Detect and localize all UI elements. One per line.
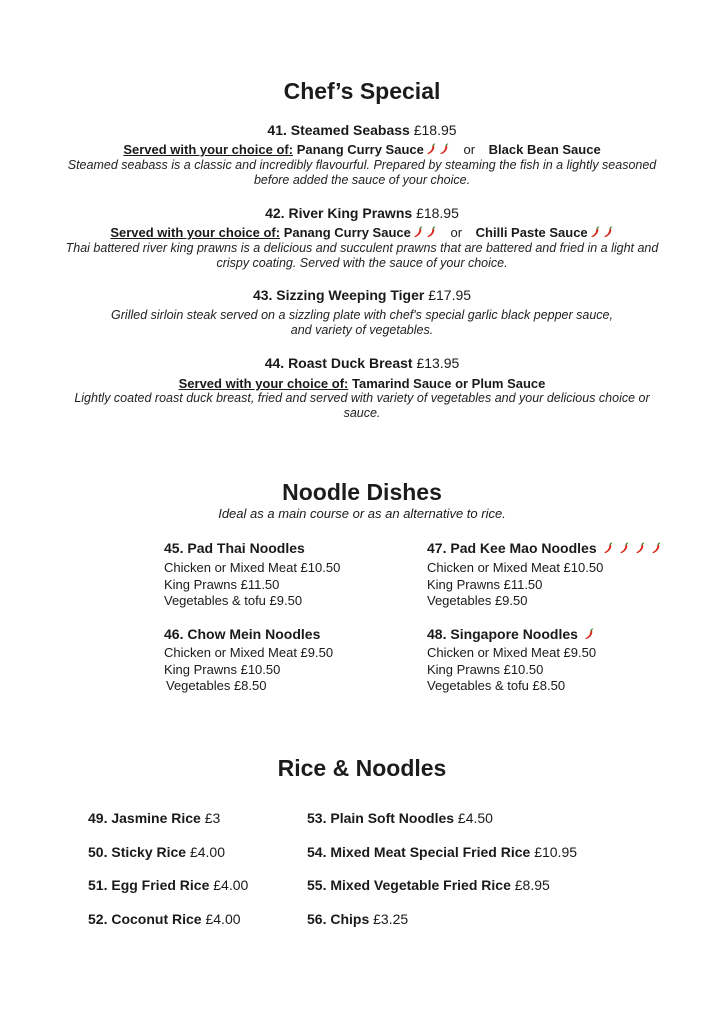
chilli-group xyxy=(424,142,450,157)
description-line: Steamed seabass is a classic and incredibly flavourful. Prepared by steaming the fish in a lightly seasoned xyxy=(67,158,657,172)
chilli-group xyxy=(582,626,595,642)
item-name: 54. Mixed Meat Special Fried Rice xyxy=(307,844,531,860)
price-line: Vegetables & tofu £9.50 xyxy=(164,593,303,608)
item-description xyxy=(0,158,724,188)
item-description xyxy=(0,308,724,338)
chilli-pepper-icon xyxy=(413,226,424,238)
chilli-pepper-icon xyxy=(426,143,437,155)
noodle-item-46 xyxy=(164,626,394,695)
item-price: £4.00 xyxy=(205,911,241,927)
chilli-pepper-icon xyxy=(603,541,614,553)
chilli-group xyxy=(601,540,662,556)
menu-item-43 xyxy=(0,287,724,303)
description-line: sauce. xyxy=(343,406,381,420)
item-price: £17.95 xyxy=(428,287,472,303)
description-line: before added the sauce of your choice. xyxy=(253,173,471,187)
chilli-pepper-icon xyxy=(635,541,646,553)
price-line: King Prawns £11.50 xyxy=(164,576,280,592)
chilli-pepper-icon xyxy=(619,541,630,553)
sauce-choice-42 xyxy=(0,225,724,240)
sauce-options: Tamarind Sauce or Plum Sauce xyxy=(352,376,546,391)
rice-item-51 xyxy=(88,877,248,893)
item-name: 41. Steamed Seabass xyxy=(267,122,410,138)
chilli-pepper-icon xyxy=(651,541,662,553)
chilli-group xyxy=(588,225,614,240)
sauce-choice-44 xyxy=(0,376,724,391)
item-price: £4.00 xyxy=(213,877,249,893)
item-name: 52. Coconut Rice xyxy=(88,911,202,927)
price-line: Vegetables £9.50 xyxy=(427,593,528,608)
noodle-item-45 xyxy=(164,540,394,610)
chilli-pepper-icon xyxy=(584,627,595,639)
description-line: Grilled sirloin steak served on a sizzling plate with chef's special garlic black pepper sauce, xyxy=(111,308,613,322)
sauce-option: Chilli Paste Sauce xyxy=(475,225,588,240)
choice-lead: Served with your choice of: xyxy=(123,142,294,157)
sauce-option: Panang Curry Sauce xyxy=(283,225,411,240)
chilli-group xyxy=(411,225,437,240)
description-line: and variety of vegetables. xyxy=(290,323,434,337)
noodle-name: 48. Singapore Noodles xyxy=(427,626,707,642)
sauce-option: Black Bean Sauce xyxy=(488,142,601,157)
item-name: 44. Roast Duck Breast xyxy=(264,355,413,371)
chefs-special-title: Chef’s Special xyxy=(283,78,441,104)
item-name: 55. Mixed Vegetable Fried Rice xyxy=(307,877,511,893)
rice-item-53 xyxy=(307,810,493,826)
rice-item-54 xyxy=(307,844,577,860)
item-price: £3.25 xyxy=(373,911,409,927)
item-name: 49. Jasmine Rice xyxy=(88,810,201,826)
item-description xyxy=(0,241,724,271)
menu-item-42 xyxy=(0,205,724,221)
price-line: Vegetables £8.50 xyxy=(166,678,267,693)
item-description xyxy=(0,391,724,421)
or-separator: or xyxy=(463,142,476,157)
description-line: Thai battered river king prawns is a delicious and succulent prawns that are battered and fried in a light and xyxy=(65,241,659,255)
or-separator: or xyxy=(450,225,463,240)
noodle-name: 46. Chow Mein Noodles xyxy=(164,626,321,642)
price-line: Chicken or Mixed Meat £9.50 xyxy=(427,645,597,660)
item-name: 43. Sizzing Weeping Tiger xyxy=(252,287,425,303)
item-name: 53. Plain Soft Noodles xyxy=(307,810,455,826)
price-line: King Prawns £11.50 xyxy=(427,576,543,592)
noodle-item-47 xyxy=(427,540,707,610)
rice-item-55 xyxy=(307,877,550,893)
item-name: 42. River King Prawns xyxy=(265,205,413,221)
item-price: £4.50 xyxy=(457,810,493,826)
rice-item-52 xyxy=(88,911,241,927)
rice-item-49 xyxy=(88,810,220,826)
item-price: £13.95 xyxy=(416,355,460,371)
item-price: £18.95 xyxy=(413,122,457,138)
noodle-name: 47. Pad Kee Mao Noodles xyxy=(427,540,707,556)
item-price: £8.95 xyxy=(514,877,550,893)
sauce-choice-41 xyxy=(0,142,724,157)
item-price: £10.95 xyxy=(534,844,578,860)
item-name: 50. Sticky Rice xyxy=(88,844,187,860)
chilli-pepper-icon xyxy=(439,143,450,155)
sauce-option: Panang Curry Sauce xyxy=(296,142,424,157)
item-name: 56. Chips xyxy=(307,911,370,927)
price-line: Chicken or Mixed Meat £9.50 xyxy=(164,645,334,660)
price-line: Chicken or Mixed Meat £10.50 xyxy=(164,560,341,575)
choice-lead: Served with your choice of: xyxy=(110,225,281,240)
description-line: Lightly coated roast duck breast, fried and served with variety of vegetables and your delicious choice or xyxy=(74,391,650,405)
rice-item-56 xyxy=(307,911,408,927)
menu-item-44 xyxy=(0,355,724,371)
chilli-pepper-icon xyxy=(603,226,614,238)
chilli-pepper-icon xyxy=(590,226,601,238)
rice-noodles-title: Rice & Noodles xyxy=(277,755,447,781)
price-line: King Prawns £10.50 xyxy=(427,661,544,677)
menu-item-41 xyxy=(0,122,724,138)
chilli-pepper-icon xyxy=(426,226,437,238)
price-line: King Prawns £10.50 xyxy=(164,661,281,677)
price-line: Vegetables & tofu £8.50 xyxy=(427,678,566,693)
noodle-dishes-title: Noodle Dishes xyxy=(282,479,442,505)
price-line: Chicken or Mixed Meat £10.50 xyxy=(427,560,604,575)
choice-lead: Served with your choice of: xyxy=(178,376,349,391)
rice-item-50 xyxy=(88,844,225,860)
item-price: £3 xyxy=(204,810,221,826)
item-price: £18.95 xyxy=(416,205,459,221)
item-name: 51. Egg Fried Rice xyxy=(88,877,210,893)
noodle-item-48 xyxy=(427,626,707,695)
description-line: crispy coating. Served with the sauce of your choice. xyxy=(216,256,508,270)
noodle-dishes-subtitle: Ideal as a main course or as an alternative to rice. xyxy=(218,506,506,521)
item-price: £4.00 xyxy=(189,844,225,860)
noodle-name: 45. Pad Thai Noodles xyxy=(164,540,305,556)
